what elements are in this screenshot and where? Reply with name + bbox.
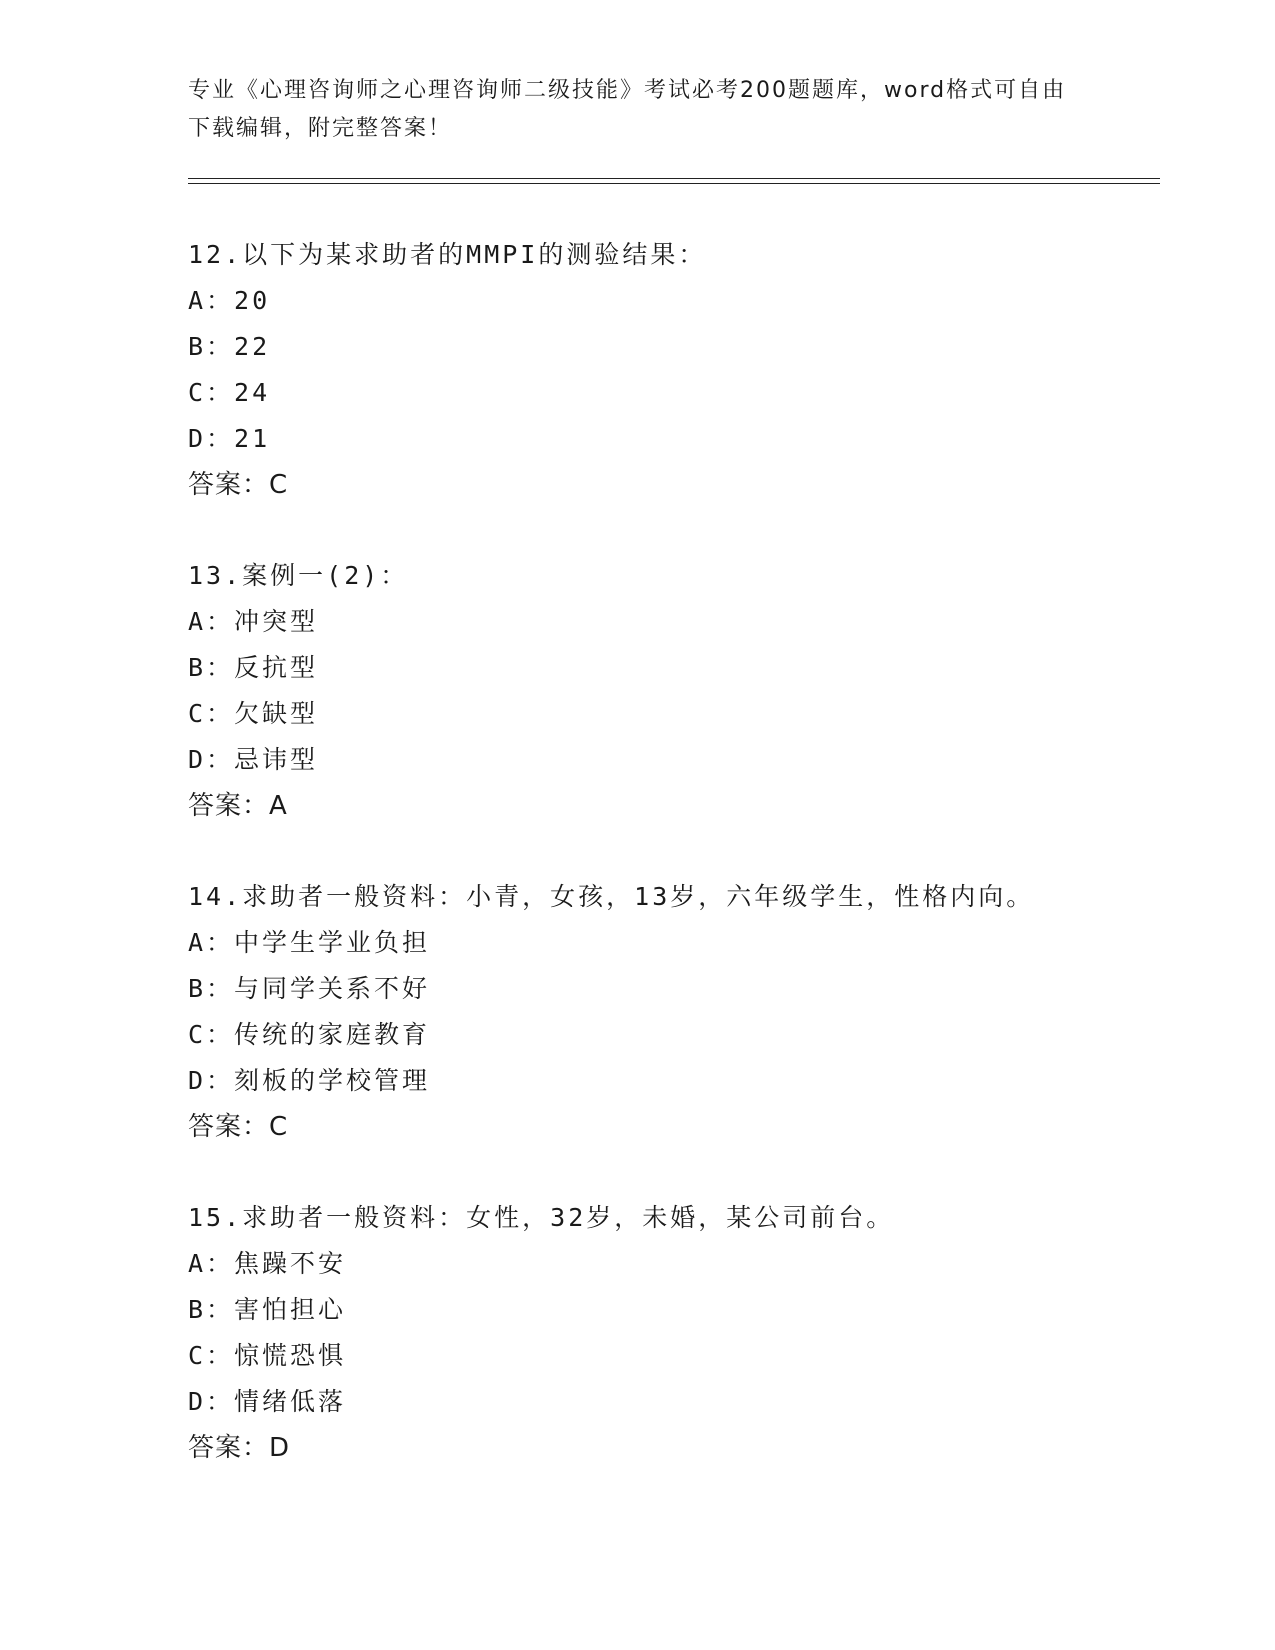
question-14	[188, 874, 1148, 1150]
header-divider-top	[188, 178, 1160, 179]
option-b: B：害怕担心	[188, 1295, 347, 1324]
option-b: B：22	[188, 332, 271, 361]
option-b: B：与同学关系不好	[188, 974, 431, 1003]
option-c: C：传统的家庭教育	[188, 1020, 431, 1049]
document-intro: 专业《心理咨询师之心理咨询师二级技能》考试必考200题题库，word格式可自由下载编辑，附完整答案！	[188, 78, 1067, 141]
question-stem: 12.以下为某求助者的MMPI的测验结果：	[188, 240, 707, 269]
option-d: D：情绪低落	[188, 1387, 347, 1416]
option-a: A：焦躁不安	[188, 1249, 347, 1278]
option-d: D：刻板的学校管理	[188, 1066, 431, 1095]
option-a: A：20	[188, 286, 271, 315]
header-divider-bottom	[188, 183, 1160, 184]
option-d: D：21	[188, 424, 271, 453]
question-stem: 13.案例一(2)：	[188, 561, 409, 590]
answer-line: 答案：C	[188, 470, 289, 500]
option-c: C：欠缺型	[188, 699, 319, 728]
answer-line: 答案：D	[188, 1433, 291, 1463]
option-c: C：惊慌恐惧	[188, 1341, 347, 1370]
option-c: C：24	[188, 378, 271, 407]
option-d: D：忌讳型	[188, 745, 319, 774]
question-stem: 14.求助者一般资料：小青，女孩，13岁，六年级学生，性格内向。	[188, 882, 1035, 911]
question-13	[188, 553, 1148, 829]
answer-line: 答案：A	[188, 791, 288, 821]
option-a: A：中学生学业负担	[188, 928, 431, 957]
question-stem: 15.求助者一般资料：女性，32岁，未婚，某公司前台。	[188, 1203, 895, 1232]
option-a: A：冲突型	[188, 607, 319, 636]
answer-line: 答案：C	[188, 1112, 289, 1142]
question-12	[188, 232, 1148, 508]
option-b: B：反抗型	[188, 653, 319, 682]
question-15	[188, 1195, 1148, 1471]
